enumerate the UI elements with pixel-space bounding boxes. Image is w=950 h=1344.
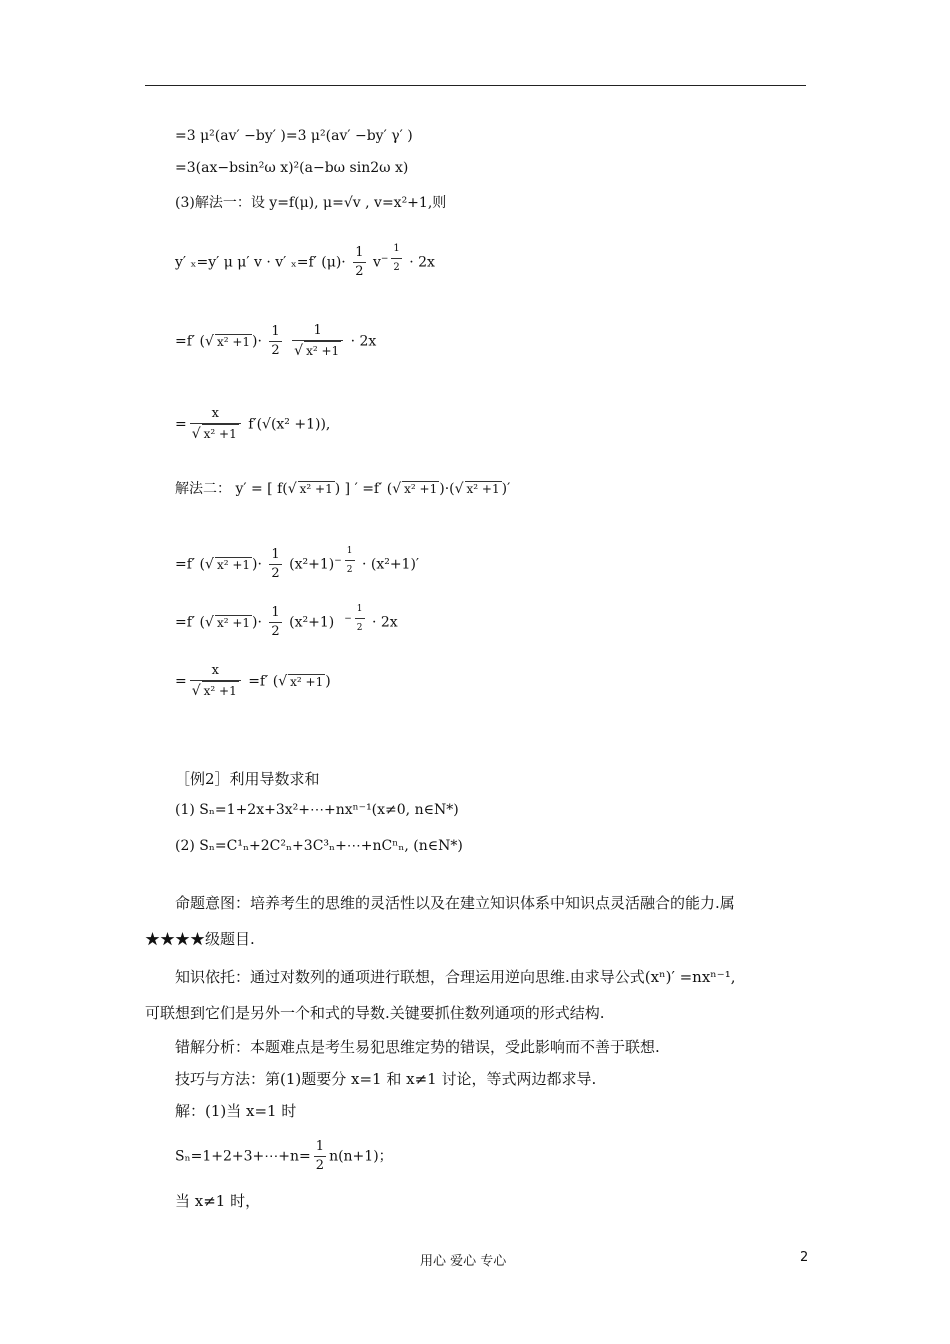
fraction-x-over-sqrt: $\frac{x}{\text{√ x² +1}}$: [190, 662, 241, 701]
sn-rhs: n(n+1)；: [329, 1148, 393, 1165]
v-symbol: v: [372, 254, 381, 271]
times-2x: · 2x: [371, 614, 398, 631]
error-paragraph: [175, 1036, 660, 1057]
sqrt-term: x² +1: [299, 482, 333, 496]
solution-paragraph: [175, 1100, 296, 1121]
fraction-one-half: $\frac{1}{2}$: [355, 245, 364, 280]
method2-dot: )·(: [439, 481, 455, 497]
method2-step-1: =f′ (√ x² +1 )· $\frac{1}{2}$ $(x^2+1)^{- \frac{1}{2}}$ · (x²+1)′: [175, 542, 419, 583]
substitution-line: =f′ (√ x² +1 )· $\frac{1}{2}$ $\frac{1}{\text{√ x² +1}}$ · 2x: [175, 323, 377, 359]
method2-result: = $\frac{x}{\text{√ x² +1}}$ =f′ (√ x² +1 ): [175, 663, 331, 699]
method2-derivative: · (x²+1)′: [361, 556, 420, 573]
solution-label: 解：: [175, 1102, 206, 1120]
error-text: 本题难点是考生易犯思维定势的错误，受此影响而不善于联想.: [250, 1038, 660, 1056]
x2-plus-1: (x²+1): [289, 556, 335, 573]
solution-case-1: (1)当 x=1 时: [205, 1102, 297, 1120]
intent-label: 命题意图：: [175, 894, 251, 912]
chain-rule-line: [175, 240, 435, 281]
fraction-one-half: $\frac{1}{2}$: [271, 605, 280, 640]
basis-paragraph: [175, 966, 736, 987]
intent-stars: ★★★★级题目.: [145, 930, 255, 948]
basis-text: 通过对数列的通项进行联想，合理运用逆向思维.由求导公式(xⁿ)′ =nxⁿ⁻¹,: [250, 968, 736, 986]
case-2: 当 x≠1 时，: [175, 1192, 261, 1210]
example-question-2: (2) Sₙ=C¹ₙ+2C²ₙ+3C³ₙ+⋯+nCⁿₙ, (n∈N*): [175, 838, 463, 854]
header-rule: [145, 85, 806, 86]
sn-sum-line: [175, 1138, 393, 1175]
derivation-line-3: (3)解法一：设 y=f(μ), μ=√v , v=x²+1,则: [175, 195, 447, 211]
result-line-1: = $\frac{x}{\text{√ x² +1}}$ f′(√(x² +1)),: [175, 406, 331, 442]
sn-lhs: Sₙ=1+2+3+⋯+n=: [175, 1148, 311, 1165]
sqrt-term: x² +1: [290, 674, 324, 689]
sqrt-term: x² +1: [216, 615, 251, 630]
fprime: =f′: [248, 673, 269, 690]
skill-text: 第(1)题要分 x=1 和 x≠1 讨论，等式两边都求导.: [265, 1070, 597, 1088]
method2-label: 解法二：: [175, 481, 231, 497]
method2-line: 解法二： y′ = [ f(√ x² +1 ) ] ′ =f′ (√ x² +1 )·(√ x² +1 )′: [175, 481, 511, 497]
example-question-1: (1) Sₙ=1+2x+3x²+⋯+nxⁿ⁻¹(x≠0, n∈N*): [175, 802, 459, 818]
neg-half-exponent: − 1 2: [344, 614, 367, 624]
method2-lhs: y′ = [ f(: [235, 481, 288, 497]
sqrt-term: x² +1: [466, 482, 500, 496]
x2-plus-1: (x²+1): [289, 614, 335, 631]
intent-paragraph: [175, 892, 735, 913]
footer-text: 用心 爱心 专心: [420, 1254, 507, 1269]
derivation-line-2: =3(ax−bsin²ω x)²(a−bω sin2ω x): [175, 160, 409, 176]
fprime: =f′: [175, 333, 196, 350]
fraction-one-half: $\frac{1}{2}$: [271, 324, 280, 358]
method2-end: )′: [501, 481, 511, 497]
neg-half-exponent: − 1 2: [334, 556, 357, 566]
times-2x: · 2x: [409, 254, 435, 271]
fprime: =f′: [175, 556, 196, 573]
fprime: =f′: [175, 614, 196, 631]
intent-text: 培养考生的思维的灵活性以及在建立知识体系中知识点灵活融合的能力.属: [250, 894, 735, 912]
sqrt-term: x² +1: [216, 334, 251, 349]
page-number: 2: [800, 1250, 809, 1265]
fraction-one-half: $\frac{1}{2}$: [271, 547, 280, 582]
result-tail: f′(√(x² +1)),: [248, 416, 331, 433]
fraction-x-over-sqrt: $\frac{x}{\text{√ x² +1}}$: [190, 405, 241, 444]
skill-label: 技巧与方法：: [175, 1070, 266, 1088]
fraction-one-half: $\frac{1}{2}$: [315, 1139, 325, 1173]
error-label: 错解分析：: [175, 1038, 251, 1056]
method2-mid: ) ] ′ =f′ (: [334, 481, 393, 497]
chain-rule-lhs: y′ ₓ=y′ μ μ′ v · v′ ₓ=f′ (μ)·: [175, 254, 346, 271]
basis-paragraph-2: 可联想到它们是另外一个和式的导数.关键要抓住数列通项的形式结构.: [145, 1004, 605, 1022]
skill-paragraph: [175, 1068, 596, 1089]
method2-step-2: =f′ (√ x² +1 )· $\frac{1}{2}$ (x²+1) $^{- \frac{1}{2}}$ · 2x: [175, 600, 398, 641]
sqrt-term: x² +1: [216, 557, 251, 572]
basis-label: 知识依托：: [175, 968, 251, 986]
example-heading: ［例2］利用导数求和: [175, 770, 320, 788]
neg-half-exponent: − 1 2: [381, 254, 405, 264]
times-2x: · 2x: [350, 333, 377, 350]
fraction-one-over-sqrt: $\frac{1}{\text{√ x² +1}}$: [292, 322, 343, 361]
derivation-line-1: =3 μ²(av′ −by′ )=3 μ²(av′ −by′ γ′ ): [175, 128, 413, 144]
sqrt-term: x² +1: [404, 482, 438, 496]
